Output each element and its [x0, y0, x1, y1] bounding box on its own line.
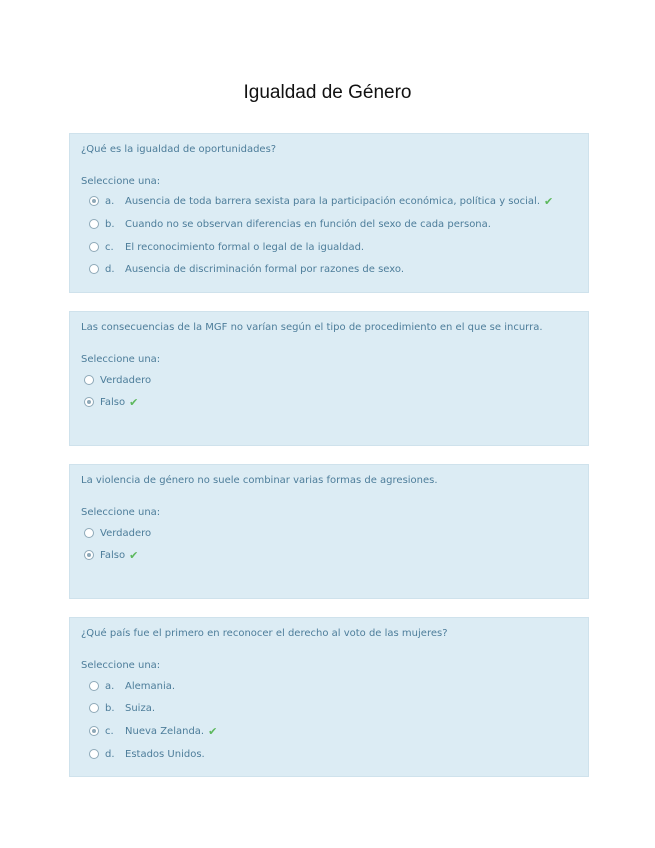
question-text: Las consecuencias de la MGF no varían según el tipo de procedimiento en el que se incurra. [81, 322, 543, 333]
page-title: Igualdad de Género [243, 82, 412, 103]
select-label: Seleccione una: [81, 354, 161, 365]
question-text: ¿Qué país fue el primero en reconocer el derecho al voto de las mujeres? [81, 628, 448, 639]
select-label: Seleccione una: [81, 507, 161, 518]
option-label: Ausencia de toda barrera sexista para la participación económica, política y social. [125, 195, 540, 207]
radio-button[interactable] [84, 397, 94, 407]
radio-button[interactable] [89, 703, 99, 713]
radio-button[interactable] [89, 196, 99, 206]
option-letter: b. [105, 702, 115, 714]
option-label: Falso [100, 396, 126, 408]
question-text: ¿Qué es la igualdad de oportunidades? [81, 144, 277, 155]
option-letter: d. [105, 263, 115, 275]
question-text: La violencia de género no suele combinar varias formas de agresiones. [81, 475, 438, 486]
option-a[interactable] [89, 679, 175, 693]
option-verdadero[interactable] [84, 526, 151, 540]
option-letter: a. [105, 680, 115, 692]
option-c[interactable] [89, 240, 364, 254]
option-d[interactable] [89, 747, 205, 761]
option-letter: c. [105, 241, 114, 253]
radio-button[interactable] [89, 264, 99, 274]
check-icon: ✔ [544, 194, 554, 208]
option-d[interactable] [89, 262, 404, 276]
option-letter: c. [105, 725, 114, 737]
option-letter: a. [105, 195, 115, 207]
option-letter: b. [105, 218, 115, 230]
option-b[interactable] [89, 701, 155, 715]
radio-button[interactable] [89, 726, 99, 736]
option-falso[interactable] [84, 395, 138, 409]
radio-button[interactable] [89, 242, 99, 252]
option-label: Nueva Zelanda. [125, 725, 205, 737]
question-card-2 [69, 311, 589, 446]
radio-button[interactable] [89, 749, 99, 759]
option-label: Ausencia de discriminación formal por razones de sexo. [125, 263, 404, 275]
option-falso[interactable] [84, 548, 138, 562]
option-b[interactable] [89, 217, 491, 231]
option-letter: d. [105, 748, 115, 760]
check-icon: ✔ [129, 548, 139, 562]
option-label: Estados Unidos. [125, 748, 205, 760]
option-a[interactable] [89, 194, 553, 208]
radio-button[interactable] [89, 681, 99, 691]
option-label: Falso [100, 549, 126, 561]
option-label: Verdadero [100, 527, 152, 539]
question-card-1 [69, 133, 589, 293]
option-label: Verdadero [100, 374, 152, 386]
select-label: Seleccione una: [81, 176, 161, 187]
radio-button[interactable] [84, 375, 94, 385]
question-card-3 [69, 464, 589, 599]
option-label: Cuando no se observan diferencias en función del sexo de cada persona. [125, 218, 491, 230]
option-verdadero[interactable] [84, 373, 151, 387]
option-c[interactable] [89, 724, 217, 738]
option-label: El reconocimiento formal o legal de la igualdad. [125, 241, 365, 253]
option-label: Alemania. [125, 680, 176, 692]
select-label: Seleccione una: [81, 660, 161, 671]
check-icon: ✔ [208, 724, 218, 738]
radio-button[interactable] [89, 219, 99, 229]
radio-button[interactable] [84, 528, 94, 538]
option-label: Suiza. [125, 702, 156, 714]
question-card-4 [69, 617, 589, 777]
radio-button[interactable] [84, 550, 94, 560]
check-icon: ✔ [129, 395, 139, 409]
